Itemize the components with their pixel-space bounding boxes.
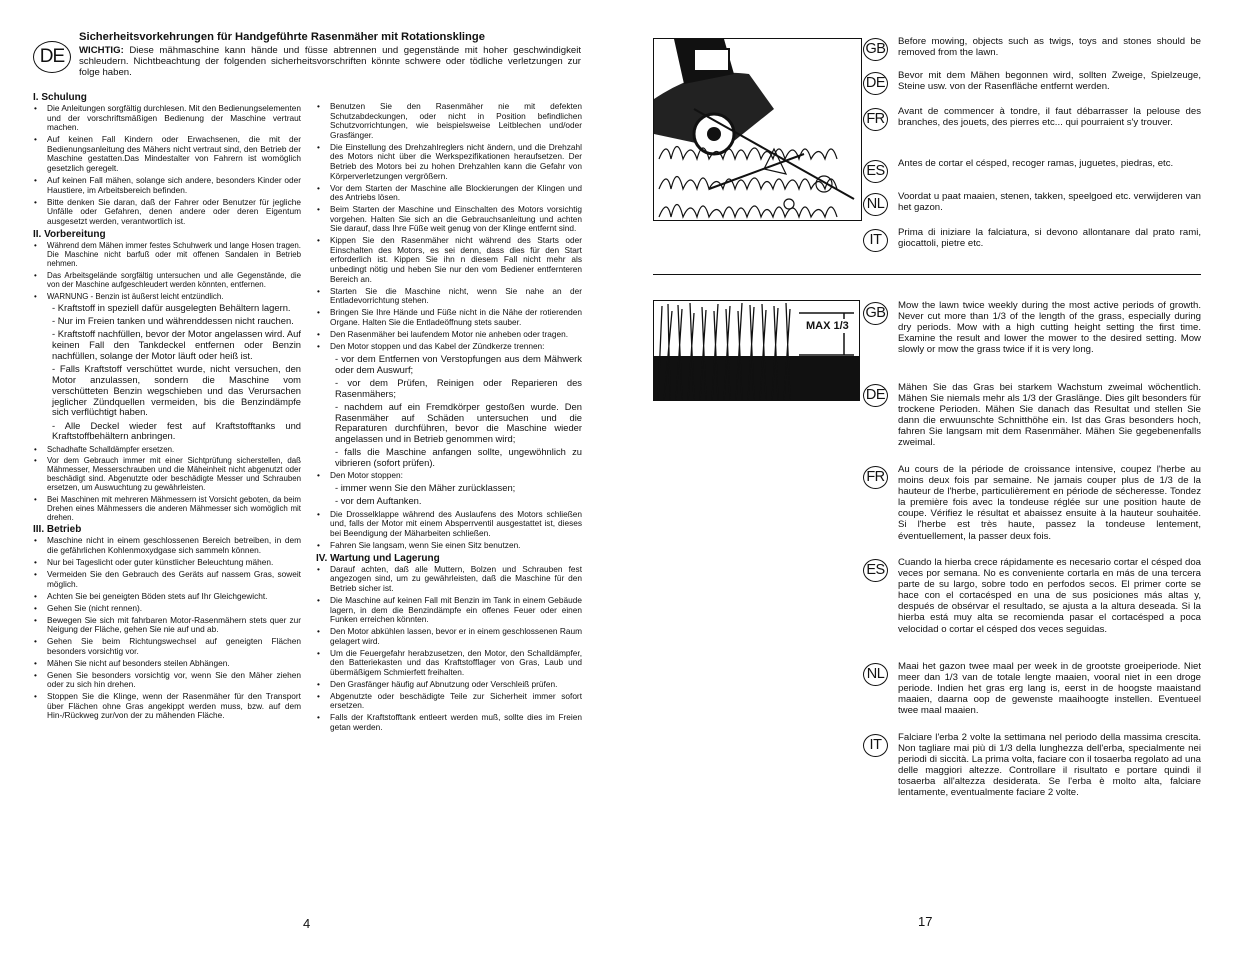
left-column-2	[316, 102, 582, 735]
list-motor-stoppen-2	[316, 471, 582, 481]
instruction-text-gb: Mow the lawn twice weekly during the most active periods of growth. Never cut more than 1/3 of the length of the grass, especially during dry periods. Mow with a high cutting height setting the first time. Examine the result and lower the mower to the desired setting. Mow slowly or mow the grass twice if it is very long.	[898, 300, 1201, 356]
list-item: - Kraftstoff in speziell dafür ausgelegten Behältern lagern.	[52, 302, 291, 314]
language-badge-it: IT	[863, 734, 888, 757]
list-item: • Den Grasfänger häufig auf Abnutzung oder Verschleiß prüfen.	[316, 680, 582, 690]
language-badge-gb: GB	[863, 302, 888, 325]
list-item: • Abgenutzte oder beschädigte Teile zur Sicherheit immer sofort ersetzen.	[316, 692, 582, 711]
list-motor-stoppen	[316, 354, 582, 469]
list-item: • Die Maschine auf keinen Fall mit Benzin im Tank in einem Gebäude lagern, in dem die Benzindämpfe ein offenes Feuer oder einen Funken erreichen könnten.	[316, 596, 582, 625]
language-badge-nl: NL	[863, 193, 888, 216]
list-item: • Kippen Sie den Rasenmäher nicht während des Starts oder Einschalten des Motors, es sei denn, dass dies für den Start erforderlich ist. Kippen Sie ihn n diesem Fall nicht mehr als unbedingt nötig und heben Sie nur den vom Bediener entfernteren Bereich an.	[316, 236, 582, 284]
list-item: • Bewegen Sie sich mit fahrbaren Motor-Rasenmähern stets quer zur Neigung der Fläche, gehen Sie nie auf und ab.	[33, 616, 301, 635]
language-badge-de: DE	[863, 384, 888, 407]
list-item: • Beim Starten der Maschine und Einschalten des Motors vorsichtig vorgehen. Halten Sie sich an die Gebrauchsanleitung und achten Sie darauf, dass Ihre Füße weit genug von der Klinge entfernt sind.	[316, 205, 582, 234]
list-item: • Auf keinen Fall mähen, solange sich andere, besonders Kinder oder Haustiere, im Arbeitsbereich befinden.	[33, 176, 301, 195]
language-badge-es: ES	[863, 559, 888, 582]
list-kraftstoff	[33, 303, 301, 442]
list-item: • Fahren Sie langsam, wenn Sie einen Sitz benutzen.	[316, 541, 582, 551]
list-wartung	[316, 565, 582, 733]
language-badge-es: ES	[863, 160, 888, 183]
list-item: • Den Rasenmäher bei laufendem Motor nie anheben oder tragen.	[316, 330, 582, 340]
list-motor-stoppen-3	[316, 483, 582, 507]
language-badge-it: IT	[863, 229, 888, 252]
instruction-text-fr: Au cours de la période de croissance intensive, coupez l'herbe au moins deux fois par semaine. Ne jamais couper plus de 1/3 de la hauteur de l'herbe, particulièrement en période de sécheresse. Tondez la première fois avec la tondeuse réglée sur une position haute de coupe. Vérifiez le résultat et abaissez ensuite à la hauteur souhaitée. Si l'herbe est très haute, passez la tondeuse lentement, éventuellement, la passer deux fois.	[898, 464, 1201, 542]
instruction-text-it: Falciare l'erba 2 volte la settimana nel periodo della massima crescita. Non tagliare mai più di 1/3 della lunghezza dell'erba, specialmente nei periodi di siccità. La prima volta, faciare con il tosaerba regolato ad una delle maggiori altezze. Controllare il risultato e portare quindi il tosaerba all'altezza desiderata. Se l'erba è molto alta, falciare lentamente, eventualmente faciare 2 volte.	[898, 732, 1201, 799]
list-item: • Während dem Mähen immer festes Schuhwerk und lange Hosen tragen. Die Maschine nicht barfuß oder mit offenen Sandalen in Betrieb nehmen.	[33, 241, 301, 268]
list-item: - immer wenn Sie den Mäher zurücklassen;	[335, 482, 516, 494]
language-badge-de: DE	[863, 72, 888, 95]
language-badge-fr: FR	[863, 108, 888, 131]
list-item: • Bei Maschinen mit mehreren Mähmessern ist Vorsicht geboten, da beim Drehen eines Mähmessers die anderen Mähmesser sich womöglich mit drehen.	[33, 495, 301, 522]
list-item: • Gehen Sie (nicht rennen).	[33, 604, 301, 614]
warning-label: WICHTIG:	[79, 45, 124, 56]
list-item: • Starten Sie die Maschine nicht, wenn Sie nahe an der Entladevorrichtung stehen.	[316, 287, 582, 306]
list-item: • Stoppen Sie die Klinge, wenn der Rasenmäher für den Transport über Flächen ohne Gras angekippt werden muss, bzw. auf dem Hin-/Rückweg zur/von der zu mähenden Fläche.	[33, 692, 301, 721]
list-item: - vor dem Entfernen von Verstopfungen aus dem Mähwerk oder dem Auswurf;	[335, 352, 582, 375]
warning-text: Diese mähmaschine kann hände und füsse abtrennen und gegenstände mit hoher geschwindigkeit schleudern. Nichtbeachtung der folgenden sicherheitsvorschriften könnte schwere oder tödliche verletzungen zur folge haben.	[79, 45, 581, 79]
list-item: - Falls Kraftstoff verschüttet wurde, nicht versuchen, den Motor anzulassen, sondern die Maschine vom verschütteten Benzin wegschieben und das Verursachen jeglicher Zündquellen vermeiden, bis die Benzindämpfe sich verflüchtigt haben.	[52, 363, 301, 418]
list-item: • Benutzen Sie den Rasenmäher nie mit defekten Schutzabdeckungen, oder nicht in Position befindlichen Schutzvorrichtungen, wie beispielsweise Leitblechen und/oder Grasfänger.	[316, 102, 582, 140]
list-betrieb-3	[316, 510, 582, 551]
heading-wartung: IV. Wartung und Lagerung	[316, 552, 440, 564]
list-betrieb-2	[316, 102, 582, 351]
list-item: • Auf keinen Fall Kindern oder Erwachsenen, die mit der Bedienungsanleitung des Mähers nicht vertraut sind, den Betrieb der Maschine gestatten.Das Mindestalter von Fahrern ist womöglich gesetzlich geregelt.	[33, 135, 301, 173]
list-item: • Darauf achten, daß alle Muttern, Bolzen und Schrauben fest angezogen sind, um zu gewährleisten, daß die Maschine für den Betrieb sicher ist.	[316, 565, 582, 594]
list-item: • Falls der Kraftstofftank entleert werden muß, sollte dies im Freien getan werden.	[316, 713, 582, 732]
list-item: • Das Arbeitsgelände sorgfältig untersuchen und alle Gegenstände, die von der Maschine aufgeschleudert werden könnten, entfernen.	[33, 271, 301, 289]
instruction-text-es: Antes de cortar el césped, recoger ramas, juguetes, piedras, etc.	[898, 158, 1174, 169]
instruction-text-nl: Voordat u paat maaien, stenen, takken, speelgoed etc. verwijderen van het gazon.	[898, 191, 1201, 214]
max-one-third-label: MAX 1/3	[806, 320, 849, 332]
list-item: - Alle Deckel wieder fest auf Kraftstofftanks und Kraftstoffbehältern anbringen.	[52, 419, 301, 442]
list-betrieb	[33, 536, 301, 721]
illustration-grass-max-third	[653, 300, 860, 401]
language-badge-fr: FR	[863, 466, 888, 489]
list-item: • Gehen Sie beim Richtungswechsel auf geneigten Flächen besonders vorsichtig vor.	[33, 637, 301, 656]
list-item: • Nur bei Tageslicht oder guter künstlicher Beleuchtung mähen.	[33, 558, 301, 568]
list-item: - Nur im Freien tanken und währenddessen nicht rauchen.	[52, 315, 294, 327]
list-item: • WARNUNG - Benzin ist äußerst leicht entzündlich.	[33, 292, 301, 301]
list-item: • Den Motor stoppen und das Kabel der Zündkerze trennen:	[316, 342, 582, 352]
instruction-text-de: Mähen Sie das Gras bei starkem Wachstum zweimal wöchentlich. Mähen Sie niemals mehr als 1/3 der Graslänge. Dies gilt besonders für trockene Perioden. Mähen Sie danach das Resultat und stellen Sie dann die erwuunschte Schnitthöhe ein. Ist das Gras besonders hoch, fahren Sie langsam mit dem Rasenmäher. Mähen Sie gegebenenfalls zweimal.	[898, 382, 1201, 449]
page-number-left: 4	[303, 916, 311, 931]
heading-betrieb: III. Betrieb	[33, 524, 82, 536]
list-item: - falls die Maschine anfangen sollte, ungewöhnlich zu vibrieren (sofort prüfen).	[335, 446, 582, 469]
list-item: • Achten Sie bei geneigten Böden stets auf Ihr Gleichgewicht.	[33, 592, 301, 602]
list-item: • Vor dem Starten der Maschine alle Blockierungen der Klingen und des Antriebs lösen.	[316, 184, 582, 203]
list-item: • Die Einstellung des Drehzahlreglers nicht ändern, und die Drehzahl des Motors nicht über die Werkspezifikationen heraufsetzen. Der Betrieb des Motors bei zu hohen Drehzahlen kann die Gefahr von Körperverletzungen vergrößern.	[316, 143, 582, 181]
list-item: - vor dem Auftanken.	[335, 495, 422, 507]
instruction-text-gb: Before mowing, objects such as twigs, toys and stones should be removed from the lawn.	[898, 36, 1201, 59]
list-item: • Schadhafte Schalldämpfer ersetzen.	[33, 445, 301, 454]
language-badge-nl: NL	[863, 663, 888, 686]
list-item: • Den Motor stoppen:	[316, 471, 582, 481]
list-item: • Bringen Sie Ihre Hände und Füße nicht in die Nähe der rotierenden Organe. Halten Sie die Entladeöffnung stets sauber.	[316, 308, 582, 327]
heading-schulung: I. Schulung	[33, 92, 87, 103]
list-item: - vor dem Prüfen, Reinigen oder Reparieren des Rasenmähers;	[335, 376, 582, 399]
list-vorbereitung	[33, 241, 301, 300]
list-item: • Um die Feuergefahr herabzusetzen, den Motor, den Schalldämpfer, den Batteriekasten und das Kraftstofflager von Gras, Laub und übermäßigem Schmierfett freihalten.	[316, 649, 582, 678]
list-item: - Kraftstoff nachfüllen, bevor der Motor angelassen wird. Auf keinen Fall den Tankdeckel entfernen oder Benzin nachfüllen, solange der Motor läuft oder heiß ist.	[52, 328, 301, 361]
left-column-1	[33, 90, 301, 723]
list-item: • Vor dem Gebrauch immer mit einer Sichtprüfung sicherstellen, daß Mähmesser, Messerschrauben und die Mäheinheit nicht abgenutzt oder beschädigt sind. Abgenutzte oder beschädigte Messer und Schrauben ersetzen, um Auswuchtung zu gewährleisten.	[33, 456, 301, 492]
illustration-lawn-debris	[653, 38, 862, 221]
heading-vorbereitung: II. Vorbereitung	[33, 229, 106, 241]
lawnmower-drawing	[654, 39, 862, 221]
list-item: • Die Drosselklappe während des Auslaufens des Motors schließen und, falls der Motor mit einem Absperrventil ausgestattet ist, dieses bei Beendigung der Mäharbeiten schließen.	[316, 510, 582, 539]
grass-drawing	[654, 301, 860, 401]
list-item: • Mähen Sie nicht auf besonders steilen Abhängen.	[33, 659, 301, 669]
page-number-right: 17	[918, 914, 933, 929]
list-item: • Bitte denken Sie daran, daß der Fahrer oder Benutzer für jegliche Unfälle oder Gefahren, denen andere oder deren Eigentum ausgesetzt werden, verantwortlich ist.	[33, 198, 301, 227]
instruction-text-it: Prima di iniziare la falciatura, si devono allontanare dal prato rami, giocattoli, pietre etc.	[898, 227, 1201, 250]
list-vorbereitung-2	[33, 445, 301, 523]
list-item: • Die Anleitungen sorgfältig durchlesen. Mit den Bedienungselementen und der vorschriftsmäßigen Bedienung der Maschine vertraut machen.	[33, 104, 301, 133]
language-badge-de: DE	[33, 41, 71, 73]
warning-paragraph	[79, 45, 581, 79]
list-item: • Vermeiden Sie den Gebrauch des Geräts auf nassem Gras, soweit möglich.	[33, 570, 301, 589]
instruction-text-de: Bevor mit dem Mähen begonnen wird, sollten Zweige, Spielzeuge, Steine usw. von der Rasenfläche entfernt werden.	[898, 70, 1201, 93]
section-title: Sicherheitsvorkehrungen für Handgeführte Rasenmäher mit Rotationsklinge	[79, 31, 485, 43]
list-item: • Genen Sie besonders vorsichtig vor, wenn Sie den Mäher ziehen oder zu sich hin drehen.	[33, 671, 301, 690]
list-item: • Den Motor abkühlen lassen, bevor er in einem geschlossenen Raum gelagert wird.	[316, 627, 582, 646]
list-item: - nachdem auf ein Fremdkörper gestoßen wurde. Den Rasenmäher auf Schäden untersuchen und die Reparaturen durchführen, bevor die Maschine wieder angelassen und in Betrieb genommen wird;	[335, 400, 582, 445]
divider	[653, 274, 1201, 275]
instruction-text-fr: Avant de commencer à tondre, il faut débarrasser la pelouse des branches, des jouets, des pierres etc... qui pourraient s'y trouver.	[898, 106, 1201, 129]
instruction-text-nl: Maai het gazon twee maal per week in de grootste groeiperiode. Niet meer dan 1/3 van de totale lengte maaien, vooral niet in een droge periode. Indien het gras erg lang is, eerst in de hoogste maaistand maaien, daarna oop de gewenste maaihoogte instellen. Eventueel twee maal maaien.	[898, 661, 1201, 717]
language-badge-gb: GB	[863, 38, 888, 61]
instruction-text-es: Cuando la hierba crece rápidamente es necesario cortar el césped doa veces por semana. No es conveniente cortarla en más de una tercera parte de su largo, sobre todo en perfodos secos. El primer corte se hace con el cortacésped en una de sus posiciones más altas y, después de obsérvar el resultado, se ajusta a la altura deseada. Si la hierba está muy alta se recomienda pasar el cortacésped a poca velocidad o cortar el césped dos veces seguidas.	[898, 557, 1201, 635]
list-item: • Maschine nicht in einem geschlossenen Bereich betreiben, in dem die gefährlichen Kohlenmoxydgase sich sammeln können.	[33, 536, 301, 555]
list-schulung	[33, 104, 301, 226]
